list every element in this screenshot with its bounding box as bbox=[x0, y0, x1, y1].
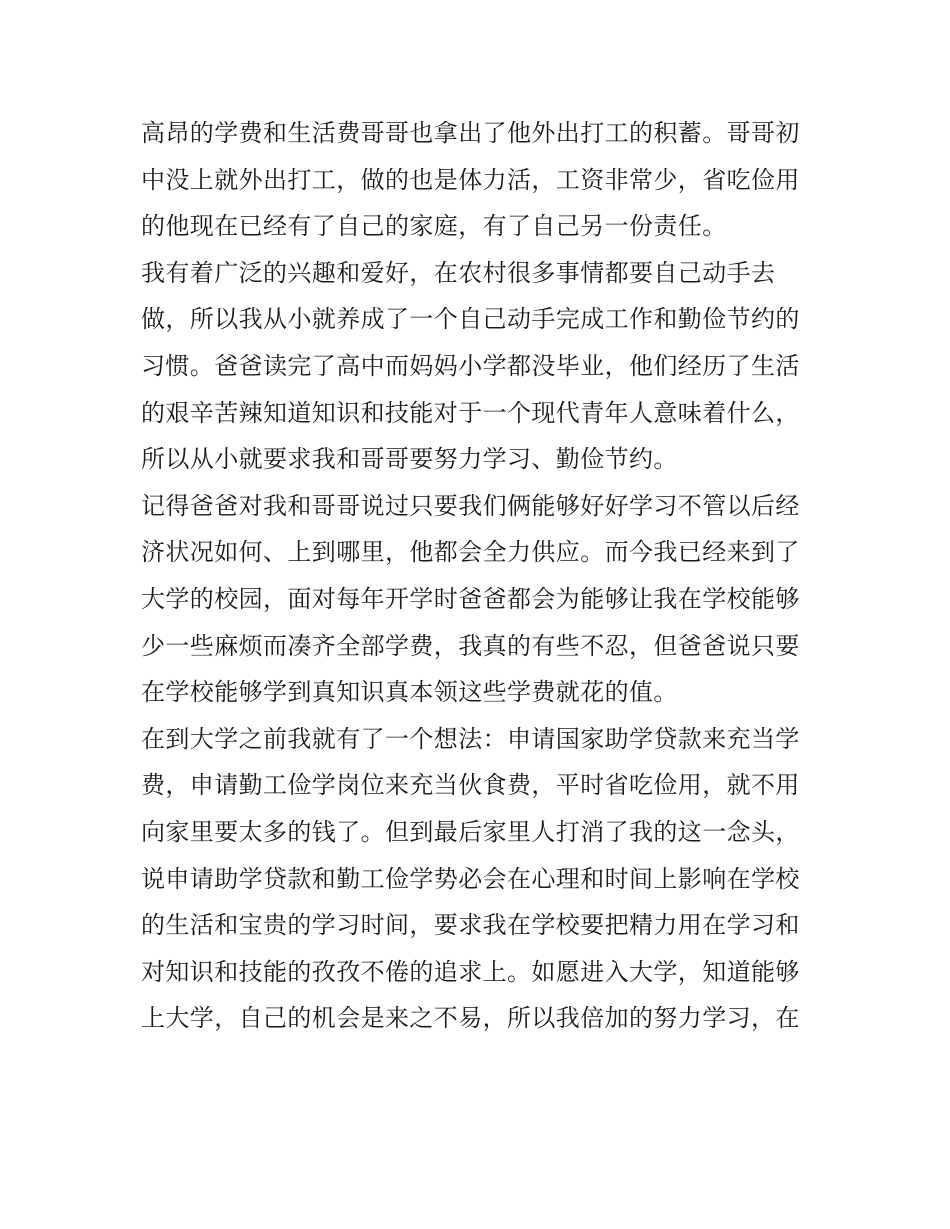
text-line: 大学的校园，面对每年开学时爸爸都会为能够让我在学校能够 bbox=[141, 584, 800, 613]
text-line: 我有着广泛的兴趣和爱好，在农村很多事情都要自己动手去 bbox=[141, 258, 776, 287]
text-line: 在学校能够学到真知识真本领这些学费就花的值。 bbox=[141, 678, 678, 707]
text-line: 说申请助学贷款和勤工俭学势必会在心理和时间上影响在学校 bbox=[141, 864, 800, 893]
body-text bbox=[141, 110, 821, 1042]
text-line: 习惯。爸爸读完了高中而妈妈小学都没毕业，他们经历了生活 bbox=[141, 351, 800, 380]
text-line: 的生活和宝贵的学习时间，要求我在学校要把精力用在学习和 bbox=[141, 911, 800, 940]
text-line: 向家里要太多的钱了。但到最后家里人打消了我的这一念头， bbox=[141, 817, 800, 846]
text-line: 记得爸爸对我和哥哥说过只要我们俩能够好好学习不管以后经 bbox=[141, 491, 800, 520]
text-line: 做，所以我从小就养成了一个自己动手完成工作和勤俭节约的 bbox=[141, 305, 800, 334]
text-line: 上大学，自己的机会是来之不易，所以我倍加的努力学习，在 bbox=[141, 1004, 800, 1033]
text-line: 所以从小就要求我和哥哥要努力学习、勤俭节约。 bbox=[141, 445, 678, 474]
text-line: 的艰辛苦辣知道知识和技能对于一个现代青年人意味着什么， bbox=[141, 398, 800, 427]
text-line: 少一些麻烦而凑齐全部学费，我真的有些不忍，但爸爸说只要 bbox=[141, 631, 800, 660]
text-line: 高昂的学费和生活费哥哥也拿出了他外出打工的积蓄。哥哥初 bbox=[141, 119, 800, 147]
text-line: 在到大学之前我就有了一个想法：申请国家助学贷款来充当学 bbox=[141, 724, 800, 753]
text-line: 对知识和技能的孜孜不倦的追求上。如愿进入大学，知道能够 bbox=[141, 957, 800, 986]
text-line: 费，申请勤工俭学岗位来充当伙食费，平时省吃俭用，就不用 bbox=[141, 771, 800, 800]
text-line: 中没上就外出打工，做的也是体力活，工资非常少，省吃俭用 bbox=[141, 165, 800, 194]
text-line: 济状况如何、上到哪里，他都会全力供应。而今我已经来到了 bbox=[141, 538, 800, 567]
text-line: 的他现在已经有了自己的家庭，有了自己另一份责任。 bbox=[141, 212, 727, 241]
